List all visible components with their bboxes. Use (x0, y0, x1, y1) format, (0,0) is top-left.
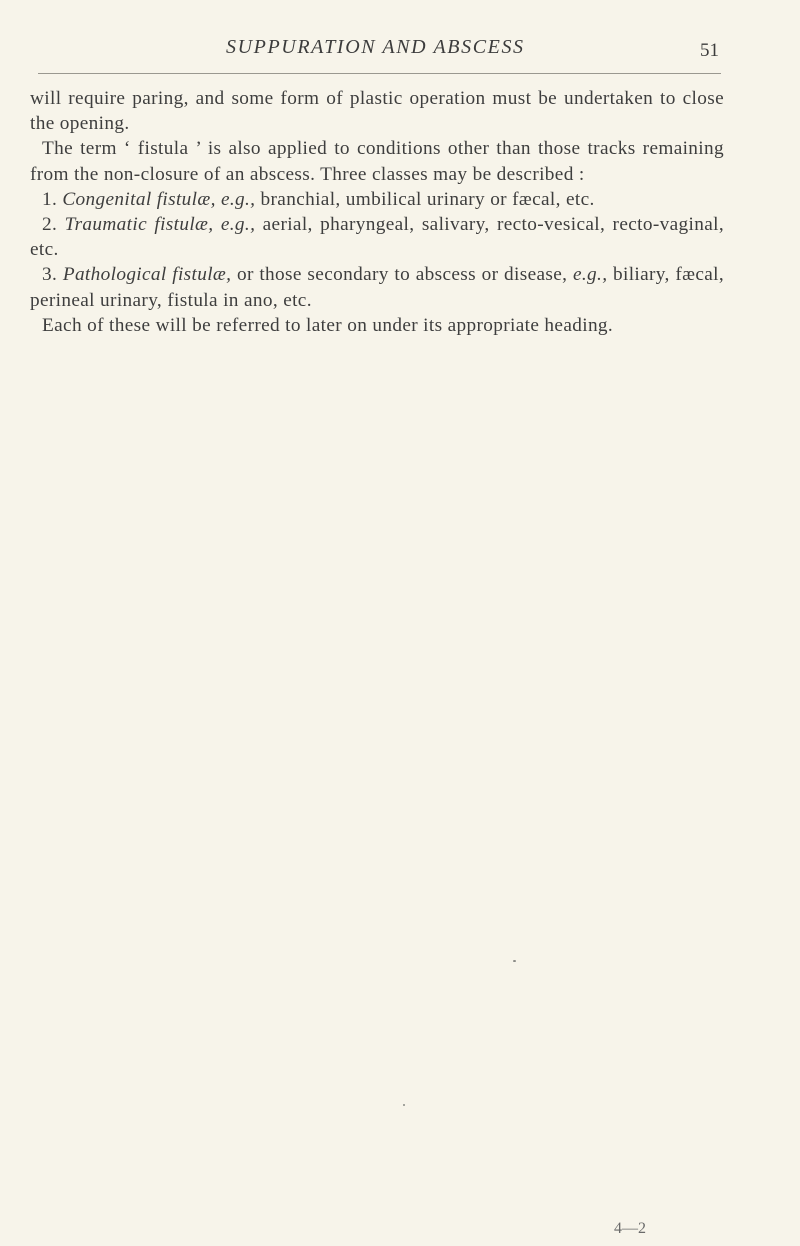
list-item-pathological: 3. Pathological fistulæ, or those secondary to abscess or disease, e.g., biliary, fæcal, perineal urinary, fistula in ano, etc. (30, 264, 725, 311)
running-title: SUPPURATION AND ABSCESS (226, 36, 525, 58)
paragraph-continuation: will require paring, and some form of plastic operation must be undertaken to close the opening. (30, 88, 724, 135)
paragraph-fistula-definition: The term ‘ fistula ’ is also applied to conditions other than those tracks remaining from the non-closure of an abscess. Three classes may be described : (30, 138, 724, 185)
list-item-traumatic: 2. Traumatic fistulæ, e.g., aerial, pharyngeal, salivary, recto-vesical, recto-vaginal, etc. (30, 214, 724, 261)
list-item-congenital: 1. Congenital fistulæ, e.g., branchial, umbilical urinary or fæcal, etc. (42, 188, 595, 210)
header-rule (38, 73, 721, 74)
paper-speck (403, 1104, 405, 1106)
signature-mark: 4—2 (614, 1220, 646, 1237)
running-head (0, 36, 800, 66)
paragraph-closing: Each of these will be referred to later on under its appropriate heading. (42, 314, 614, 336)
paper-speck (513, 960, 516, 962)
body-text (30, 86, 724, 338)
page-number: 51 (700, 40, 719, 61)
